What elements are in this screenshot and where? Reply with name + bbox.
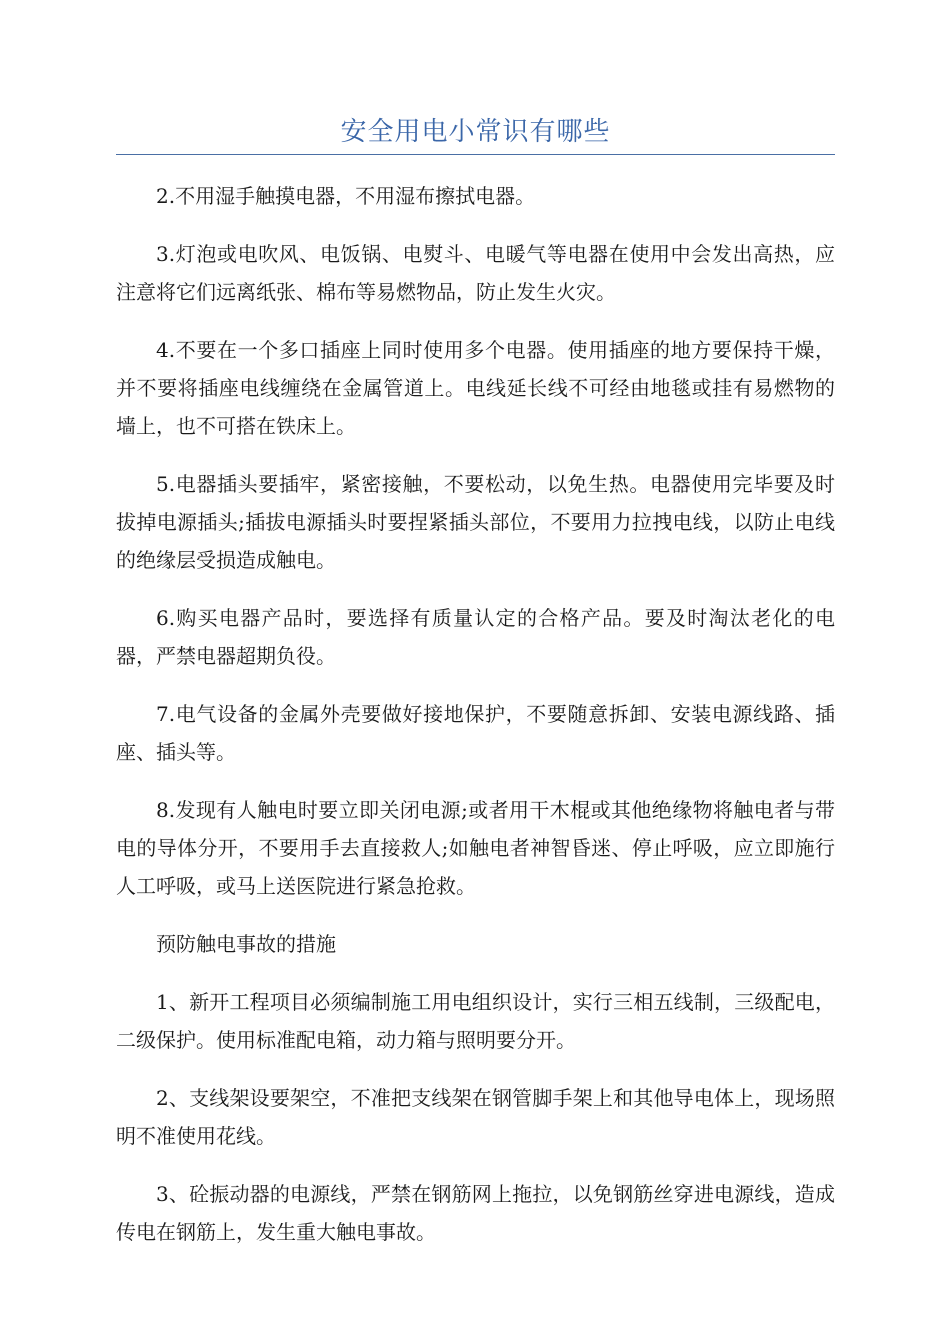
paragraph: 1、新开工程项目必须编制施工用电组织设计，实行三相五线制，三级配电，二级保护。使用标准配电箱，动力箱与照明要分开。 — [116, 990, 835, 1052]
paragraph: 8.发现有人触电时要立即关闭电源;或者用干木棍或其他绝缘物将触电者与带电的导体分开，不要用手去直接救人;如触电者神智昏迷、停止呼吸，应立即施行人工呼吸，或马上送医院进行紧急抢救。 — [116, 798, 835, 898]
document-page — [116, 112, 835, 1271]
section-heading: 预防触电事故的措施 — [156, 932, 336, 956]
paragraph: 2.不用湿手触摸电器，不用湿布擦拭电器。 — [156, 184, 536, 208]
paragraph: 4.不要在一个多口插座上同时使用多个电器。使用插座的地方要保持干燥，并不要将插座电线缠绕在金属管道上。电线延长线不可经由地毯或挂有易燃物的墙上，也不可搭在铁床上。 — [116, 338, 835, 438]
paragraph: 7.电气设备的金属外壳要做好接地保护，不要随意拆卸、安装电源线路、插座、插头等。 — [116, 702, 835, 764]
paragraph: 3、砼振动器的电源线，严禁在钢筋网上拖拉，以免钢筋丝穿进电源线，造成传电在钢筋上，发生重大触电事故。 — [116, 1182, 835, 1244]
paragraph: 3.灯泡或电吹风、电饭锅、电熨斗、电暖气等电器在使用中会发出高热，应注意将它们远离纸张、棉布等易燃物品，防止发生火灾。 — [116, 242, 835, 304]
title-underline — [116, 154, 835, 155]
document-body — [116, 177, 835, 1251]
paragraph: 2、支线架设要架空，不准把支线架在钢管脚手架上和其他导电体上，现场照明不准使用花线。 — [116, 1086, 835, 1148]
paragraph: 5.电器插头要插牢，紧密接触，不要松动，以免生热。电器使用完毕要及时拔掉电源插头;插拔电源插头时要捏紧插头部位，不要用力拉拽电线，以防止电线的绝缘层受损造成触电。 — [116, 472, 835, 572]
document-title: 安全用电小常识有哪些 — [340, 117, 611, 147]
paragraph: 6.购买电器产品时，要选择有质量认定的合格产品。要及时淘汰老化的电器，严禁电器超期负役。 — [116, 606, 835, 668]
